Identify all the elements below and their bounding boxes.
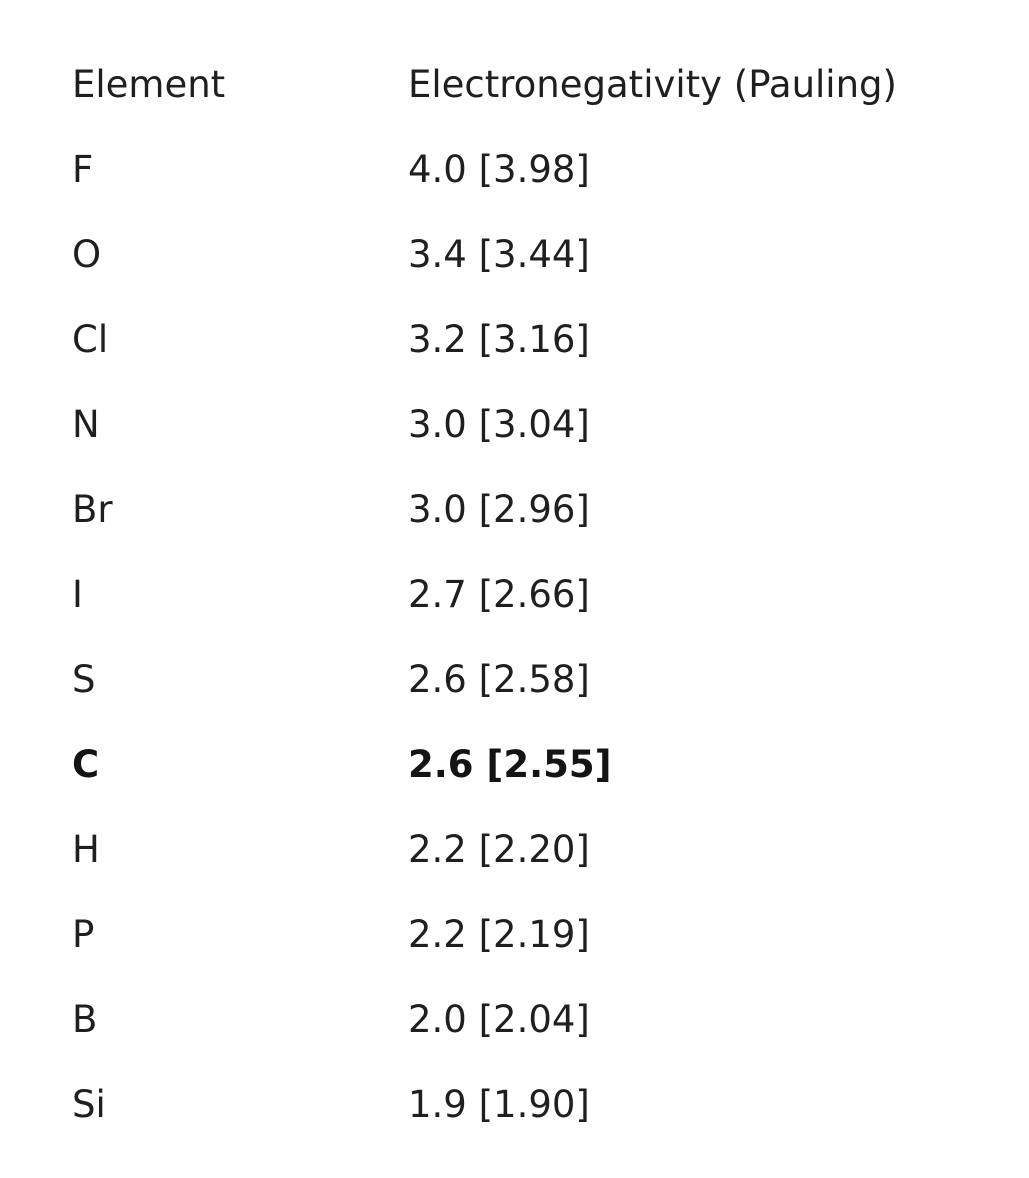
cell-electronegativity: 3.4 [3.44] <box>408 233 590 276</box>
cell-element: I <box>72 573 83 616</box>
table-header <box>72 42 897 127</box>
cell-element: Cl <box>72 318 109 361</box>
cell-element: C <box>72 743 100 786</box>
table-row <box>72 382 897 467</box>
table-row <box>72 637 897 722</box>
header-electronegativity: Electronegativity (Pauling) <box>408 63 897 106</box>
table-row <box>72 297 897 382</box>
cell-electronegativity: 2.6 [2.55] <box>408 743 612 786</box>
header-element: Element <box>72 63 226 106</box>
cell-electronegativity: 2.6 [2.58] <box>408 658 590 701</box>
cell-element: H <box>72 828 100 871</box>
cell-element: F <box>72 148 94 191</box>
cell-electronegativity: 2.2 [2.20] <box>408 828 590 871</box>
table-body <box>72 127 897 1147</box>
cell-electronegativity: 2.2 [2.19] <box>408 913 590 956</box>
table-row <box>72 892 897 977</box>
electronegativity-table <box>72 42 897 1147</box>
cell-element: Br <box>72 488 113 531</box>
table-row <box>72 552 897 637</box>
cell-electronegativity: 3.0 [3.04] <box>408 403 590 446</box>
cell-element: S <box>72 658 96 701</box>
cell-element: O <box>72 233 102 276</box>
table-row <box>72 977 897 1062</box>
cell-electronegativity: 4.0 [3.98] <box>408 148 590 191</box>
header-row <box>72 42 897 127</box>
table-row <box>72 212 897 297</box>
cell-electronegativity: 3.2 [3.16] <box>408 318 590 361</box>
cell-electronegativity: 3.0 [2.96] <box>408 488 590 531</box>
cell-element: N <box>72 403 100 446</box>
table-row <box>72 127 897 212</box>
table-row <box>72 467 897 552</box>
table-row <box>72 807 897 892</box>
cell-electronegativity: 2.0 [2.04] <box>408 998 590 1041</box>
cell-element: Si <box>72 1083 106 1126</box>
electronegativity-table-container <box>72 42 897 1147</box>
table-row <box>72 722 897 807</box>
cell-electronegativity: 1.9 [1.90] <box>408 1083 590 1126</box>
cell-element: P <box>72 913 95 956</box>
cell-element: B <box>72 998 98 1041</box>
table-row <box>72 1062 897 1147</box>
cell-electronegativity: 2.7 [2.66] <box>408 573 590 616</box>
